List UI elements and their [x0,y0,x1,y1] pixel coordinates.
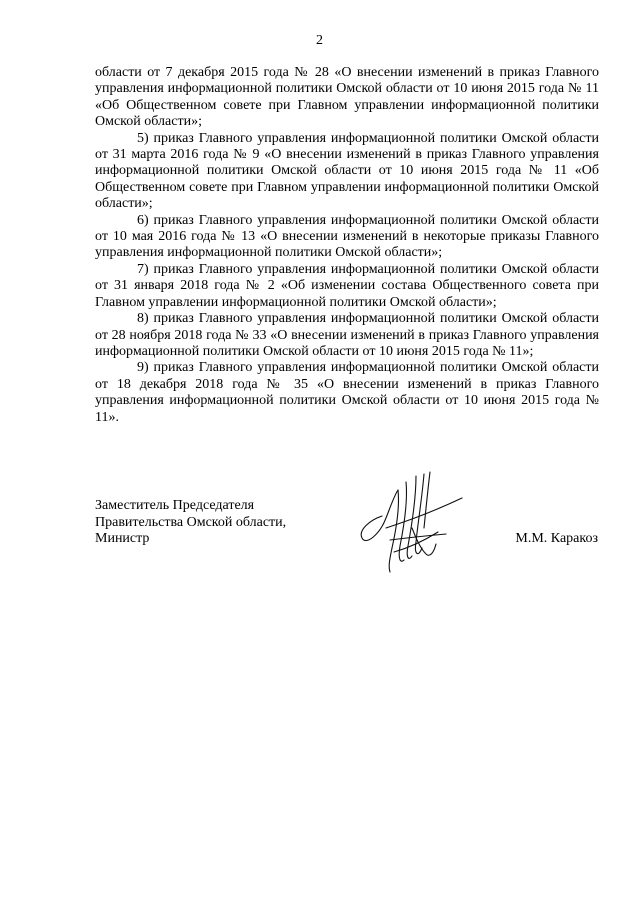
signer-title-line-3: Министр [95,531,150,546]
list-item-8: 8) приказ Главного управления информационной политики Омской области от 28 ноября 2018 года № 33 «О внесении изменений в приказ Главного управления информационной политики Омской области от 10 июня 2015 года № 11»; [95,311,599,359]
list-item-6: 6) приказ Главного управления информационной политики Омской области от 10 мая 2016 года № 13 «О внесении изменений в некоторые приказы Главного управления информационной политики Омской области»; [95,212,599,261]
signer-title-line-1: Заместитель Председателя [95,498,255,513]
document-body [95,65,599,426]
signer-name: М.М. Каракоз [515,531,598,546]
list-item-7: 7) приказ Главного управления информационной политики Омской области от 31 января 2018 года № 2 «Об изменении состава Общественного совета при Главном управлении информационной политики Омской области»; [95,261,599,310]
list-item-9: 9) приказ Главного управления информационной политики Омской области от 18 декабря 2018 года № 35 «О внесении изменений в приказ Главного управления информационной политики Омской области от 10 июня 2015 года № 11». [95,360,599,425]
page-number: 2 [316,33,323,48]
signer-position [95,498,286,548]
list-item-5: 5) приказ Главного управления информационной политики Омской области от 31 марта 2016 года № 9 «О внесении изменений в приказ Главного управления информационной политики Омской области от 10 июня 2015 года № 11 «Об Общественном совете при Главном управлении информационной политики Омской области»; [95,130,599,212]
signer-title-line-2: Правительства Омской области, [95,514,287,530]
paragraph-continued: области от 7 декабря 2015 года № 28 «О внесении изменений в приказ Главного управления информационной политики Омской области от 10 июня 2015 года № 11 «Об Общественном совете при Главном управлении информационной политики Омской области»; [95,65,599,130]
handwritten-signature [350,468,470,578]
